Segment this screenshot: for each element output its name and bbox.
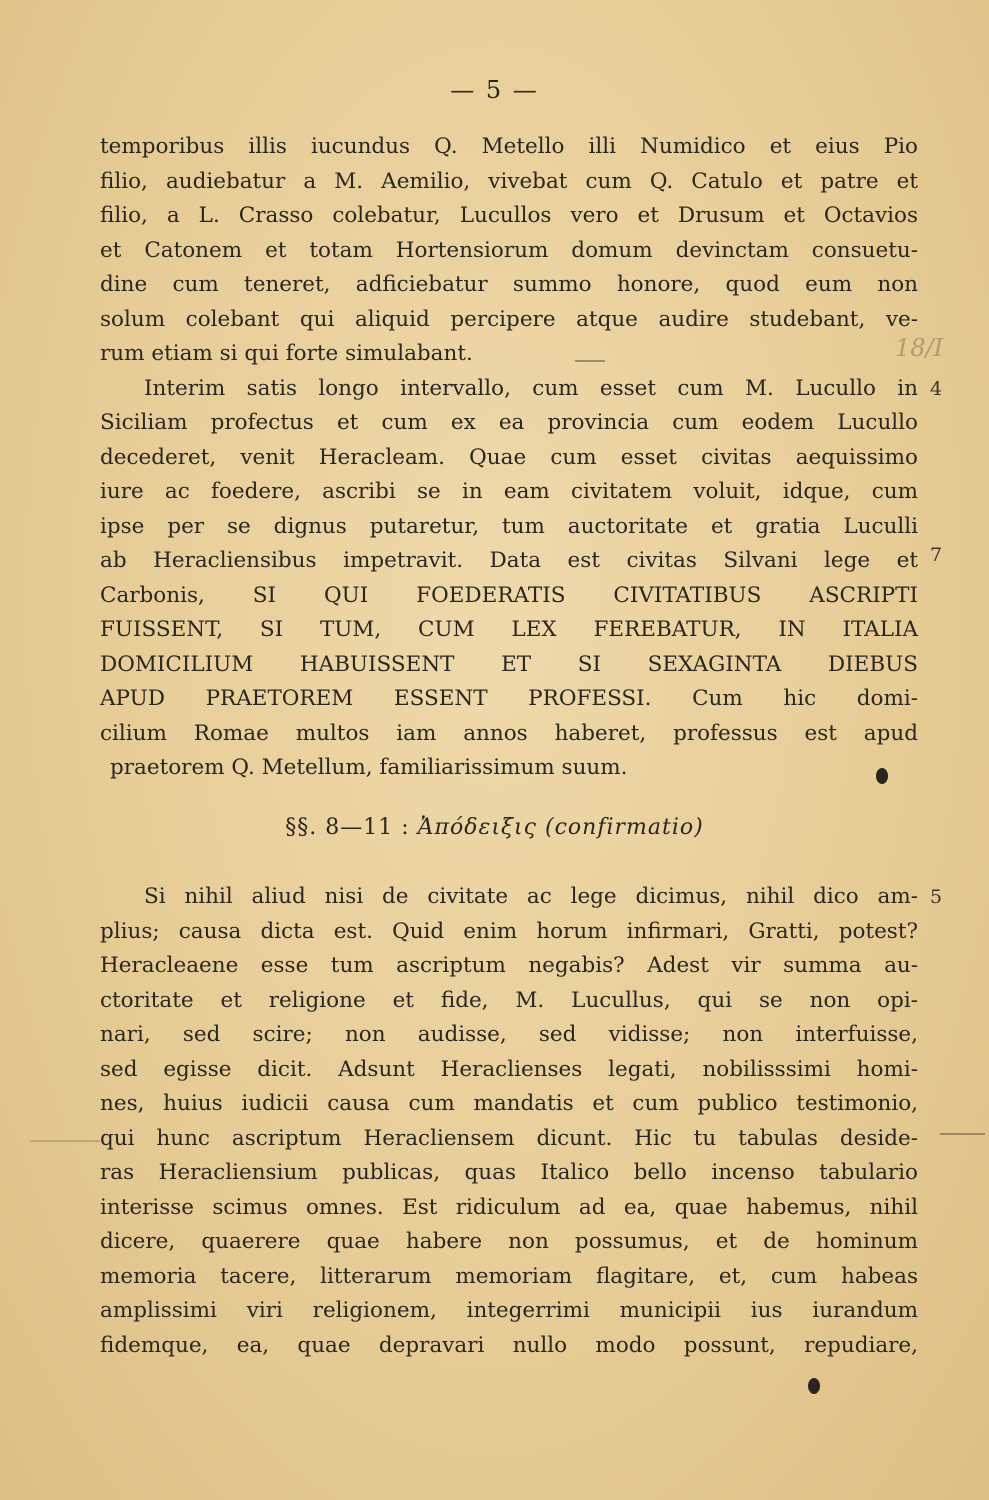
ink-spot xyxy=(876,768,888,784)
text-line: et Catonem et totam Hortensiorum domum devinctam consuetu- xyxy=(100,237,918,263)
text-line: filio, audiebatur a M. Aemilio, vivebat cum Q. Catulo et patre et xyxy=(100,168,918,194)
text-line: ctoritate et religione et fide, M. Lucullus, qui se non opi- xyxy=(100,987,918,1013)
text-line: ab Heracliensibus impetravit. Data est civitas Silvani lege et xyxy=(100,548,918,573)
text-line: qui hunc ascriptum Heracliensem dicunt. Hic tu tabulas deside- xyxy=(100,1125,918,1151)
text-line: rum etiam si qui forte simulabant. xyxy=(100,341,473,366)
pencil-dash xyxy=(575,360,605,362)
text-line: decederet, venit Heracleam. Quae cum esset civitas aequissimo xyxy=(100,444,918,470)
text-line: memoria tacere, litterarum memoriam flagitare, et, cum habeas xyxy=(100,1263,918,1289)
text-line: Siciliam profectus et cum ex ea provincia cum eodem Lucullo xyxy=(100,410,918,435)
text-line: amplissimi viri religionem, integerrimi municipii ius iurandum xyxy=(100,1298,918,1323)
text-line: Carbonis, SI QUI FOEDERATIS CIVITATIBUS ASCRIPTI xyxy=(100,582,918,608)
section-heading xyxy=(0,815,989,840)
handwritten-note: 18/I xyxy=(895,334,944,362)
ink-spot xyxy=(808,1378,820,1394)
text-line: sed egisse dicit. Adsunt Heraclienses legati, nobilisssimi homi- xyxy=(100,1056,918,1082)
text-line: iure ac foedere, ascribi se in eam civitatem voluit, idque, cum xyxy=(100,479,918,504)
section-latin-title: (confirmatio) xyxy=(545,815,704,840)
pencil-dash xyxy=(30,1140,100,1142)
text-line: dicere, quaerere quae habere non possumus, et de hominum xyxy=(100,1229,918,1254)
pencil-dash xyxy=(940,1133,985,1135)
margin-number: 5 xyxy=(930,886,943,908)
margin-number: 7 xyxy=(930,544,943,566)
text-line: Interim satis longo intervallo, cum esset cum M. Lucullo in xyxy=(144,375,918,401)
text-line: ras Heracliensium publicas, quas Italico bello incenso tabulario xyxy=(100,1160,918,1185)
text-line: interisse scimus omnes. Est ridiculum ad ea, quae habemus, nihil xyxy=(100,1194,918,1220)
text-line: APUD PRAETOREM ESSENT PROFESSI. Cum hic domi- xyxy=(100,686,918,711)
text-line: solum colebant qui aliquid percipere atque audire studebant, ve- xyxy=(100,306,918,332)
text-line: temporibus illis iucundus Q. Metello illi Numidico et eius Pio xyxy=(100,134,918,159)
section-range: §§. 8—11 : xyxy=(285,815,410,840)
text-line: nes, huius iudicii causa cum mandatis et cum publico testimonio, xyxy=(100,1091,918,1116)
margin-number: 4 xyxy=(930,378,943,400)
paragraph-block-2 xyxy=(100,880,918,1363)
paragraph-block-1 xyxy=(100,130,918,786)
page-number: — 5 — xyxy=(450,76,539,104)
text-line: DOMICILIUM HABUISSENT ET SI SEXAGINTA DIEBUS xyxy=(100,651,918,677)
text-line: Heracleaene esse tum ascriptum negabis? Adest vir summa au- xyxy=(100,953,918,978)
text-line: plius; causa dicta est. Quid enim horum infirmari, Gratti, potest? xyxy=(100,918,918,944)
text-line: ipse per se dignus putaretur, tum auctoritate et gratia Luculli xyxy=(100,513,918,539)
text-line: cilium Romae multos iam annos haberet, professus est apud xyxy=(100,720,918,746)
text-line: FUISSENT, SI TUM, CUM LEX FEREBATUR, IN ITALIA xyxy=(100,617,918,642)
section-greek-title: Ἀπόδειξις xyxy=(417,815,538,840)
text-line: dine cum teneret, adficiebatur summo honore, quod eum non xyxy=(100,272,918,297)
text-line: fidemque, ea, quae depravari nullo modo possunt, repudiare, xyxy=(100,1332,918,1358)
text-line: filio, a L. Crasso colebatur, Lucullos vero et Drusum et Octavios xyxy=(100,203,918,228)
text-line: nari, sed scire; non audisse, sed vidisse; non interfuisse, xyxy=(100,1022,918,1047)
text-line: Si nihil aliud nisi de civitate ac lege dicimus, nihil dico am- xyxy=(144,884,918,909)
text-line: praetorem Q. Metellum, familiarissimum suum. xyxy=(110,755,628,780)
